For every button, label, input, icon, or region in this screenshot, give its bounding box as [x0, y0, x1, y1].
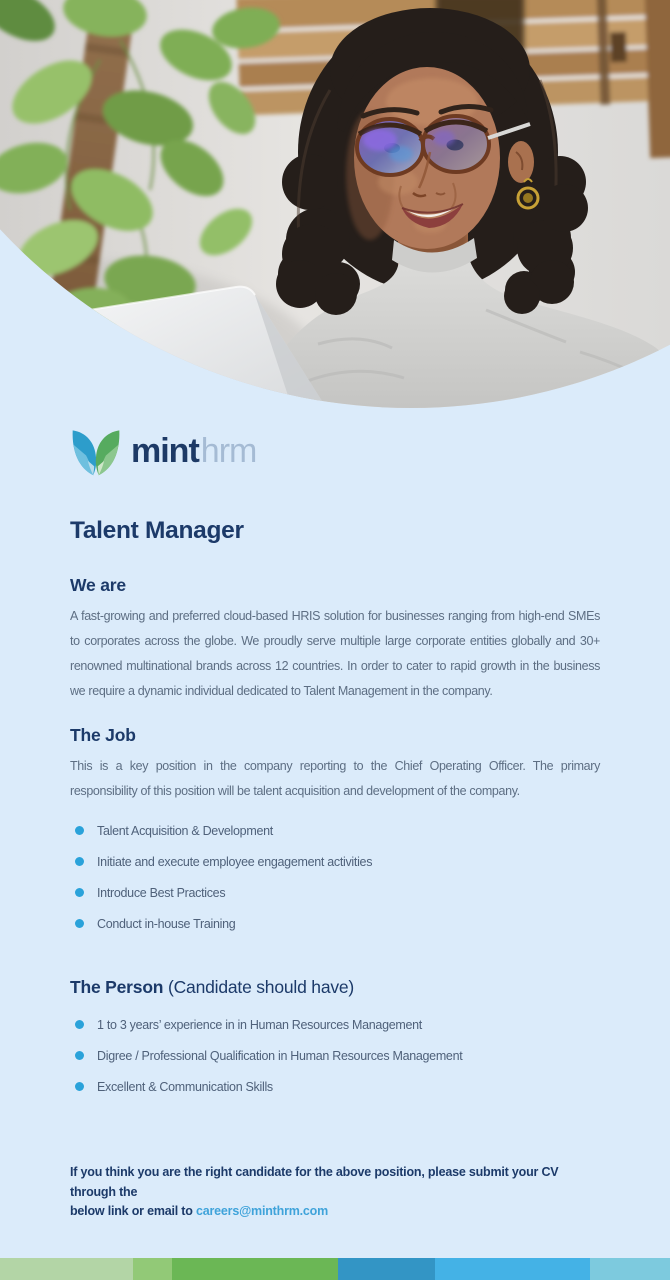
logo-text-mint: mint: [131, 432, 199, 470]
email-link[interactable]: careers@minthrm.com: [195, 1204, 329, 1218]
list-item: [70, 823, 600, 839]
bottom-stripe: [0, 1258, 670, 1280]
heading-bold-part: The Person: [70, 977, 164, 997]
paragraph-the-job: This is a key position in the company reporting to the Chief Operating Officer. The primary responsibility of this position will be talent acquisition and development of the company.: [70, 759, 600, 798]
stripe-segment-1: [0, 1258, 133, 1280]
list-item-label: 1 to 3 years’ experience in in Human Resources Management: [97, 1018, 422, 1032]
list-item: [70, 1017, 600, 1033]
mint-leaves-logo-icon: [70, 425, 122, 477]
footer-line-1: If you think you are the right candidate for the above position, please submit your CV through the: [70, 1165, 559, 1199]
ear: [508, 141, 534, 183]
list-item-label: Digree / Professional Qualification in Human Resources Management: [97, 1049, 463, 1063]
footer-line-2-text: below link or email to: [70, 1204, 196, 1218]
person-bullet-list: [70, 1017, 600, 1095]
bullet-icon: [75, 919, 84, 928]
list-item: [70, 1079, 600, 1095]
list-item: [70, 854, 600, 870]
footer-note: [70, 1163, 600, 1222]
list-item-label: Conduct in-house Training: [97, 917, 236, 931]
list-item: [70, 916, 600, 932]
section-heading-we-are: We are: [70, 575, 126, 595]
footer-line-2: [70, 1202, 600, 1222]
content-column: [70, 426, 600, 1222]
heading-suffix: (Candidate should have): [167, 977, 355, 997]
stripe-segment-4: [338, 1258, 435, 1280]
hero-photo-scene: [0, 0, 670, 420]
list-item: [70, 885, 600, 901]
leaf-right: [96, 430, 120, 475]
stripe-segment-6: [590, 1258, 670, 1280]
page-title: Talent Manager: [70, 517, 244, 544]
logo-text-hrm: hrm: [200, 432, 257, 470]
list-item: [70, 1048, 600, 1064]
logo-wordmark: [131, 426, 256, 476]
stripe-segment-3: [172, 1258, 338, 1280]
list-item-label: Introduce Best Practices: [97, 886, 226, 900]
leaf-left: [73, 430, 97, 475]
section-heading-the-job: The Job: [70, 725, 136, 745]
list-item-label: Talent Acquisition & Development: [97, 824, 273, 838]
bullet-icon: [75, 857, 84, 866]
job-bullet-list: [70, 823, 600, 932]
bullet-icon: [75, 1082, 84, 1091]
list-item-label: Excellent & Communication Skills: [97, 1080, 273, 1094]
bullet-icon: [75, 826, 84, 835]
list-item-label: Initiate and execute employee engagement activities: [97, 855, 373, 869]
logo: [70, 426, 600, 476]
paragraph-we-are: A fast-growing and preferred cloud-based HRIS solution for businesses ranging from high-end SMEs to corporates across the globe. We proudly serve multiple large corporate entities globally and 30+ renowned multinational brands across 12 countries. In order to cater to rapid growth in the business we require a dynamic individual dedicated to Talent Management in the company.: [70, 609, 600, 698]
hero-photo: [0, 0, 670, 420]
stripe-segment-5: [435, 1258, 590, 1280]
stripe-segment-2: [133, 1258, 172, 1280]
bullet-icon: [75, 1020, 84, 1029]
section-heading-the-person: [70, 976, 600, 998]
bullet-icon: [75, 888, 84, 897]
bullet-icon: [75, 1051, 84, 1060]
